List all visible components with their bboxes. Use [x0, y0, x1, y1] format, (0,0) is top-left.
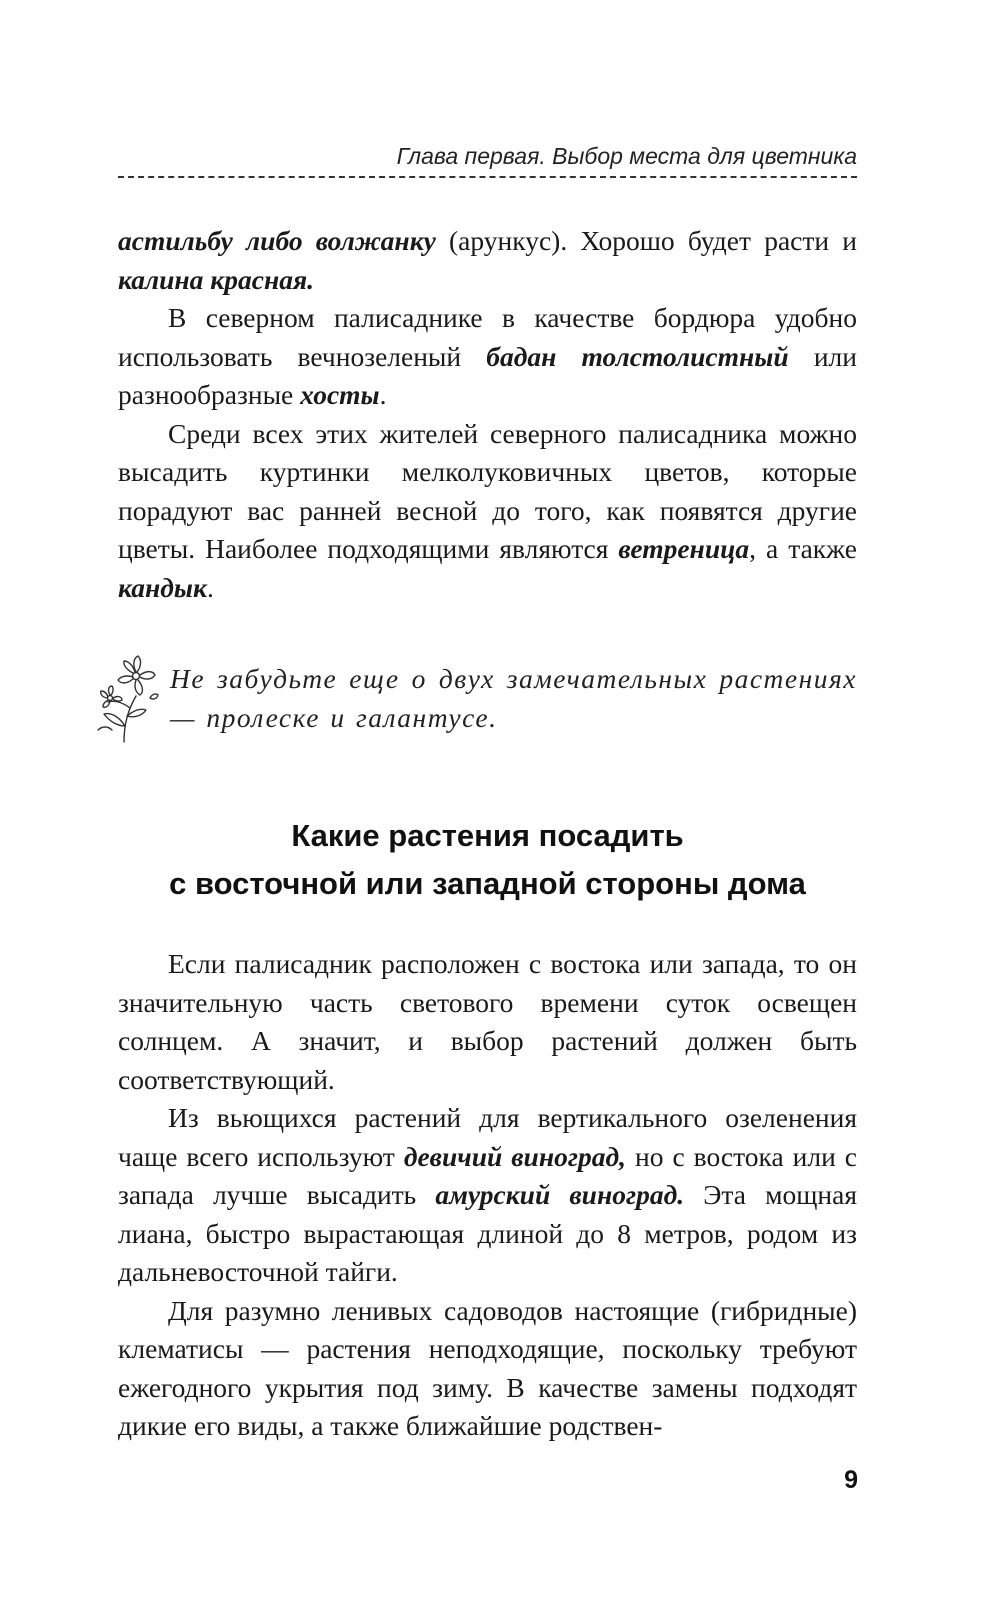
note-text: Не забудьте еще о двух замечательных растениях — пролеске и галантусе. [170, 663, 857, 733]
plant-name-virginia-creeper: девичий виноград, [403, 1140, 627, 1172]
section-heading [118, 812, 857, 908]
paragraph-1 [118, 222, 857, 299]
section-east-west [118, 945, 857, 1446]
paragraph-5 [118, 1099, 857, 1292]
plant-name-astilbe: астильбу либо волжанку [118, 225, 436, 256]
plant-name-bergenia: бадан толстолистный [486, 340, 789, 372]
plant-name-anemone: ветреница [618, 533, 750, 564]
plant-name-amur-grape: амурский виноград. [435, 1179, 685, 1210]
heading-line-2: с восточной или западной стороны дома [169, 866, 806, 901]
plant-name-viburnum: калина красная. [118, 263, 315, 295]
paragraph-3 [118, 415, 857, 608]
paragraph-2 [118, 299, 857, 415]
heading-line-1: Какие растения посадить [291, 818, 684, 853]
running-header: Глава первая. Выбор места для цветника [396, 143, 857, 169]
plant-name-erythronium: кандык [118, 571, 207, 603]
paragraph-text: или разнообразные [118, 340, 857, 410]
paragraph-text: Из вьющихся растений для вертикального озеленения чаще всего используют [118, 1102, 857, 1172]
paragraph-text: (арункус). Хорошо будет расти и [435, 225, 857, 256]
paragraph-text: . [206, 571, 214, 603]
paragraph-text: , а также [749, 533, 857, 564]
tip-note [90, 652, 857, 742]
plant-name-hosta: хосты [300, 379, 380, 410]
flower-icon [90, 652, 166, 744]
paragraph-text: В северном палисаднике в качестве бордюра удобно использовать вечнозеленый [118, 302, 857, 372]
section-north-continuation [118, 222, 857, 607]
paragraph-text: Эта мощная лиана, быстро вырастающая длиной до 8 метров, родом из дальневосточной тайги. [118, 1179, 857, 1287]
paragraph-text: Среди всех этих жителей северного палисадника можно высадить куртинки мелколуковичных цветов, которые порадуют вас ранней весной до того, как появятся другие цветы. Наиболее подходящими являются [118, 417, 857, 564]
page-number: 9 [844, 1466, 858, 1494]
paragraph-6: Для разумно ленивых садоводов настоящие (гибридные) клематисы — растения неподходящие, поскольку требуют ежегодного укрытия под зиму. В качестве замены подходят дикие его виды, а также ближайшие родствен- [118, 1294, 857, 1441]
paragraph-text: . [379, 379, 387, 410]
header-dashed-rule [118, 176, 857, 178]
paragraph-4: Если палисадник расположен с востока или запада, то он значительную часть светового времени суток освещен солнцем. А значит, и выбор растений должен быть соответствующий. [118, 948, 857, 1095]
paragraph-text: но с востока или с запада лучше высадить [118, 1140, 857, 1210]
